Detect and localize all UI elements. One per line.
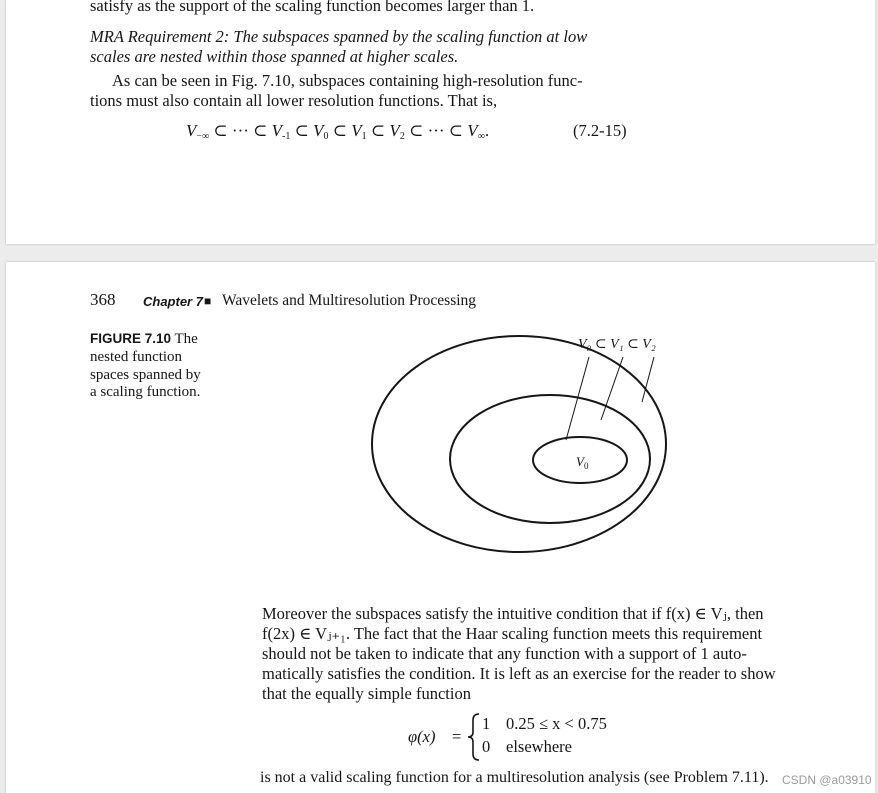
body-line-4: matically satisfies the condition. It is left as an exercise for the reader to show bbox=[262, 664, 776, 683]
leader-line-v1 bbox=[601, 357, 623, 420]
case2-value: 0 bbox=[482, 737, 491, 756]
requirement-line-1: MRA Requirement 2: The subspaces spanned by the scaling function at low bbox=[90, 27, 588, 46]
page-bottom bbox=[6, 262, 875, 793]
figure-top-label: V₀ ⊂ V₁ ⊂ V₂ bbox=[578, 337, 656, 352]
equation-number: (7.2-15) bbox=[573, 121, 627, 140]
piecewise-equals: = bbox=[452, 727, 462, 746]
piecewise-brace bbox=[466, 712, 482, 762]
paragraph-line-2: tions must also contain all lower resolution functions. That is, bbox=[90, 91, 498, 110]
requirement-line-2: scales are nested within those spanned at higher scales. bbox=[90, 47, 459, 66]
body-line-2: f(2x) ∈ Vⱼ₊₁. The fact that the Haar scaling function meets this requirement bbox=[262, 624, 763, 643]
piecewise-lhs: φ(x) bbox=[408, 727, 436, 746]
chapter-title: Wavelets and Multiresolution Processing bbox=[222, 292, 477, 309]
paragraph-line-1: As can be seen in Fig. 7.10, subspaces containing high-resolution func- bbox=[112, 71, 583, 90]
bullet-icon: ■ bbox=[204, 294, 212, 308]
figure-caption-line-3: spaces spanned by bbox=[90, 367, 201, 383]
body-line-1: Moreover the subspaces satisfy the intuitive condition that if f(x) ∈ Vⱼ, then bbox=[262, 604, 764, 623]
nested-subspaces-equation: $V_{-\infty}$ ⊂ ··· ⊂ $V_{-1}$ ⊂ $V_0$ ⊂ $V_1$ ⊂ $V_2$ ⊂ ··· ⊂ $V_\infty$. bbox=[186, 121, 490, 142]
page-top bbox=[6, 0, 875, 244]
inner-label-v0: $V_0$ bbox=[576, 454, 589, 471]
text-line: satisfy as the support of the scaling function becomes larger than 1. bbox=[90, 0, 535, 15]
watermark: CSDN @a03910 bbox=[782, 773, 872, 787]
case1-condition: 0.25 ≤ x < 0.75 bbox=[506, 714, 607, 733]
nested-spaces-figure bbox=[6, 262, 875, 572]
case2-condition: elsewhere bbox=[506, 737, 572, 756]
body-last-line: is not a valid scaling function for a multiresolution analysis (see Problem 7.11). bbox=[260, 769, 769, 786]
figure-caption-line-2: nested function bbox=[90, 349, 183, 365]
middle-ellipse-v1 bbox=[450, 395, 650, 523]
chapter-label: Chapter 7 bbox=[143, 294, 203, 309]
figure-label: FIGURE 7.10 bbox=[90, 331, 172, 346]
leader-line-v2 bbox=[642, 357, 654, 402]
case1-value: 1 bbox=[482, 714, 491, 733]
page-number: 368 bbox=[90, 290, 116, 309]
body-line-3: should not be taken to indicate that any function with a support of 1 auto- bbox=[262, 644, 747, 663]
figure-caption-line-1: FIGURE 7.10 The bbox=[90, 331, 198, 347]
body-line-5: that the equally simple function bbox=[262, 684, 471, 703]
figure-caption-line-4: a scaling function. bbox=[90, 384, 201, 400]
